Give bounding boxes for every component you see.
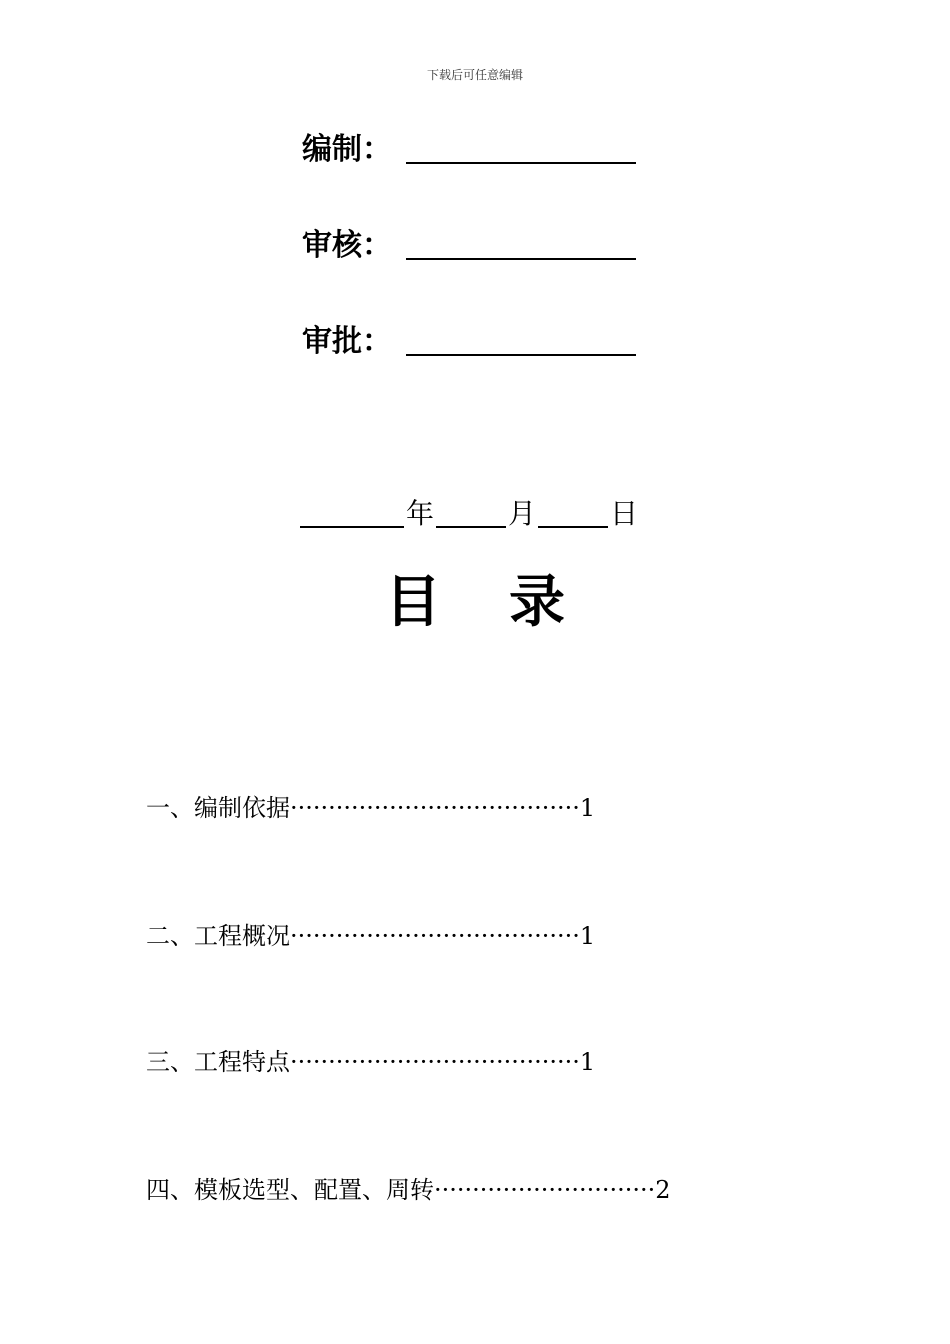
toc-entry[interactable] (146, 1174, 671, 1206)
toc-entry-page: 1 (579, 1048, 596, 1076)
signature-label: 审批： (302, 324, 392, 359)
toc-entry-label: 四、模板选型、配置、周转 (146, 1176, 434, 1204)
month-blank (436, 526, 506, 528)
signature-blank-line (406, 162, 636, 164)
signature-row-approved (302, 322, 636, 362)
toc-entry-page: 1 (579, 922, 596, 950)
toc-leader-dots: ······································ (290, 794, 580, 822)
toc-entry-label: 三、工程特点 (146, 1048, 290, 1076)
toc-entry-page: 1 (579, 794, 596, 822)
signature-label: 编制： (302, 132, 392, 167)
month-label: 月 (508, 497, 537, 530)
signature-blank-line (406, 258, 636, 260)
toc-leader-dots: ······································ (290, 922, 580, 950)
signature-row-compiled (302, 130, 636, 170)
date-line (300, 494, 640, 534)
toc-title: 目录 (385, 570, 633, 635)
toc-entry-label: 一、编制依据 (146, 794, 290, 822)
toc-entry-page: 2 (655, 1176, 671, 1204)
day-blank (538, 526, 608, 528)
toc-entry-label: 二、工程概况 (146, 922, 290, 950)
toc-leader-dots: ····························· (434, 1176, 656, 1204)
toc-entry[interactable] (146, 920, 595, 952)
toc-entry[interactable] (146, 1046, 595, 1078)
signature-row-reviewed (302, 226, 636, 266)
day-label: 日 (610, 497, 639, 530)
toc-leader-dots: ······································ (290, 1048, 580, 1076)
year-blank (300, 526, 404, 528)
year-label: 年 (406, 497, 435, 530)
toc-entry[interactable] (146, 792, 595, 824)
signature-label: 审核： (302, 228, 392, 263)
page-header-note: 下载后可任意编辑 (426, 68, 523, 82)
signature-blank-line (406, 354, 636, 356)
